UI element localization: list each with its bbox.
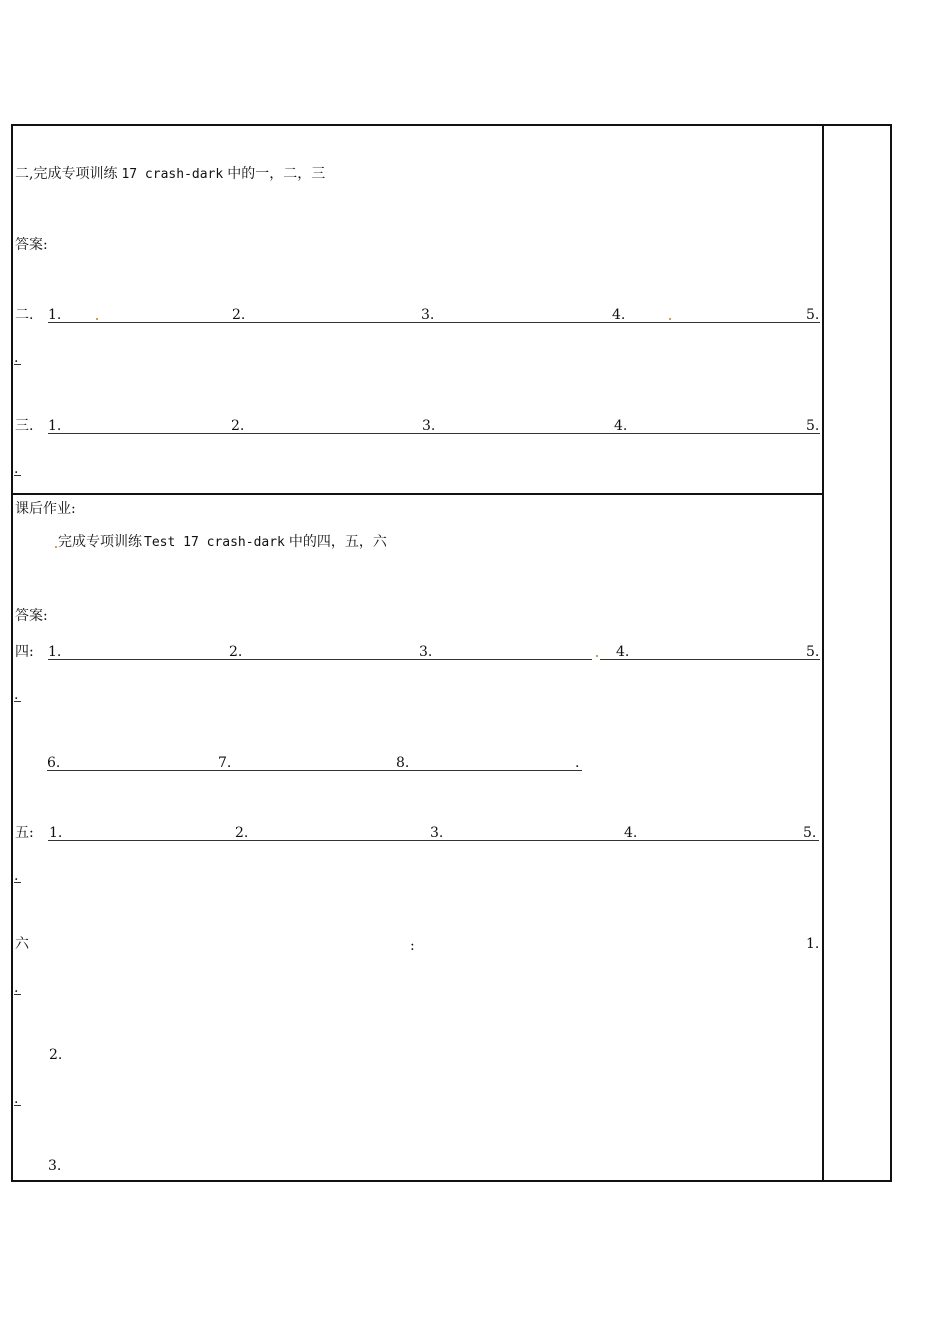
row-wu-n5: 5. xyxy=(803,825,817,841)
row-si-n4: 4. xyxy=(616,644,630,660)
row-si-answer-line-a[interactable] xyxy=(48,659,592,660)
row-si-b-answer-line[interactable] xyxy=(47,770,582,771)
row-si-label: 四: xyxy=(15,644,34,660)
column-divider xyxy=(822,124,824,1182)
row-er-n4: 4. xyxy=(612,307,626,323)
row-wu-n4: 4. xyxy=(624,825,638,841)
row-er-n3: 3. xyxy=(421,307,435,323)
row-si-n3: 3. xyxy=(419,644,433,660)
worksheet-table xyxy=(11,124,892,1182)
row-er-tail: . xyxy=(14,352,21,365)
row-si-n8: 8. xyxy=(396,755,410,771)
row-si-n1: 1. xyxy=(48,644,62,660)
row-san-tail: . xyxy=(14,463,21,476)
homework-title: 课后作业: xyxy=(15,501,76,517)
row-si-n2: 2. xyxy=(229,644,243,660)
row-san-n4: 4. xyxy=(614,418,628,434)
row-divider xyxy=(11,493,824,495)
row-liu-n3: 3. xyxy=(48,1158,62,1174)
section1-instruction: 二,完成专项训练 17 crash-dark 中的一，二，三 xyxy=(15,166,326,182)
mark-dot xyxy=(96,318,98,320)
row-si-b-end: . xyxy=(575,755,580,771)
mark-dot xyxy=(669,318,671,320)
row-liu-colon: : xyxy=(410,938,415,954)
row-liu-tail2: . xyxy=(14,1093,21,1106)
section2-instruction: 完成专项训练 Test 17 crash-dark 中的四，五，六 xyxy=(58,534,387,550)
row-san-n3: 3. xyxy=(422,418,436,434)
row-liu-tail1: . xyxy=(14,982,21,995)
row-liu-n1: 1. xyxy=(806,936,820,952)
row-er-n2: 2. xyxy=(232,307,246,323)
row-er-n1: 1. xyxy=(48,307,62,323)
row-si-tail: . xyxy=(14,689,21,702)
row-san-label: 三. xyxy=(15,418,34,434)
row-si-n5: 5. xyxy=(806,644,820,660)
row-wu-label: 五: xyxy=(15,825,34,841)
mark-dot xyxy=(596,655,598,657)
mark-dot xyxy=(55,546,57,548)
row-si-n6: 6. xyxy=(47,755,61,771)
row-wu-tail: . xyxy=(14,870,21,883)
row-liu-n2: 2. xyxy=(49,1047,63,1063)
row-er-label: 二. xyxy=(15,307,34,323)
row-san-n1: 1. xyxy=(48,418,62,434)
row-si-n7: 7. xyxy=(218,755,232,771)
row-san-n2: 2. xyxy=(231,418,245,434)
row-er-n5: 5. xyxy=(806,307,820,323)
row-wu-n2: 2. xyxy=(235,825,249,841)
row-san-n5: 5. xyxy=(806,418,820,434)
section2-answer-label: 答案: xyxy=(15,608,48,624)
section1-answer-label: 答案: xyxy=(15,237,48,253)
row-wu-n3: 3. xyxy=(430,825,444,841)
row-wu-n1: 1. xyxy=(49,825,63,841)
row-si-answer-line-b[interactable] xyxy=(600,659,820,660)
row-liu-label: 六 xyxy=(15,936,29,952)
